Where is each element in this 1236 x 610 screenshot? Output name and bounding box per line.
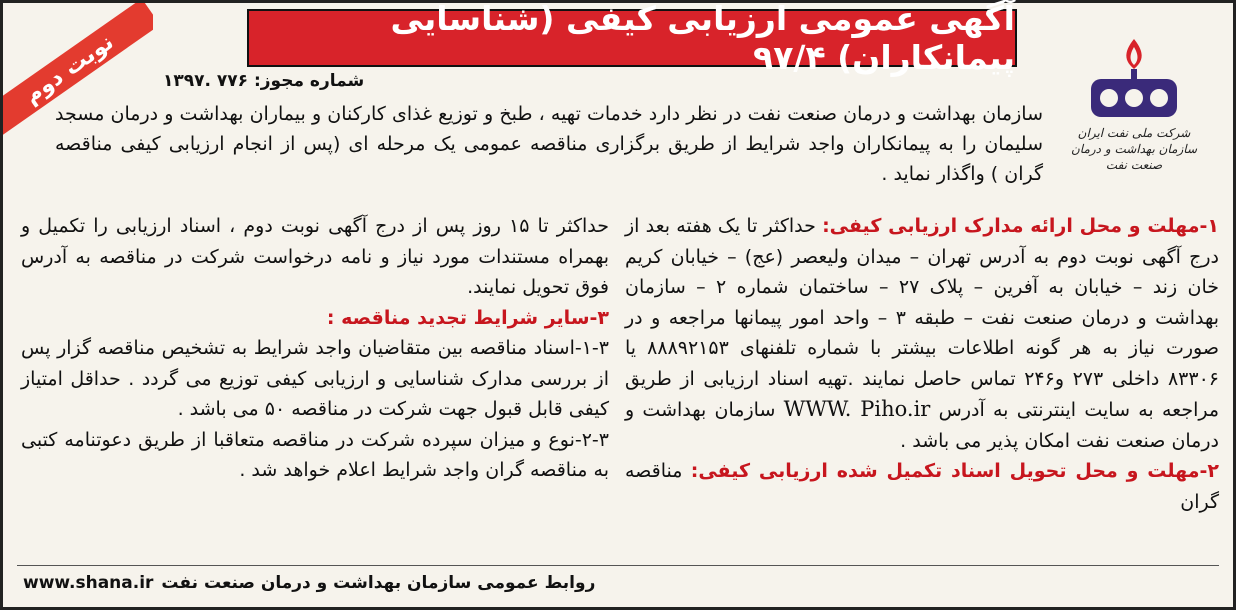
left-column (21, 211, 609, 486)
section-1-body-end: سازمان بهداشت و درمان صنعت نفت امکان پذیر می باشد . (625, 399, 1219, 452)
section-2-start (625, 456, 1219, 517)
website-link[interactable]: WWW. Piho.ir (783, 397, 931, 421)
round-badge: نوبت دوم (3, 3, 153, 139)
section-2-continued: حداکثر تا ۱۵ روز پس از درج آگهی نوبت دوم ، اسناد ارزیابی را تکمیل و بهمراه مستندات مورد نیاز و نامه درخواست شرکت در مناقصه به آدرس فوق تحویل نمایند. (21, 215, 609, 298)
logo-line-2: سازمان بهداشت و درمان (1070, 142, 1198, 156)
logo-line-3: صنعت نفت (1105, 158, 1163, 172)
section-2-heading: ۲-مهلت و محل تحویل اسناد تکمیل شده ارزیابی کیفی: (690, 460, 1219, 482)
page-title: آگهی عمومی ارزیابی کیفی (شناسایی پیمانکاران) ۹۷/۴ (247, 9, 1017, 67)
permit-number: شماره مجوز: ۷۷۶ .۱۳۹۷ (163, 71, 365, 91)
right-column (625, 211, 1219, 517)
footer-org: روابط عمومی سازمان بهداشت و درمان صنعت نفت (161, 573, 596, 593)
company-logo (1049, 33, 1219, 193)
logo-line-1: شرکت ملی نفت ایران (1077, 126, 1191, 140)
section-2-body-start: مناقصه گران (625, 460, 1219, 513)
section-3-heading: ۳-سایر شرایط تجدید مناقصه : (326, 306, 609, 329)
flame-logo-icon (1079, 33, 1189, 125)
footer-divider (17, 565, 1219, 566)
intro-paragraph: سازمان بهداشت و درمان صنعت نفت در نظر دارد خدمات تهیه ، طبخ و توزیع غذای کارکنان و بیماران بهداشت و درمان مسجد سلیمان را به پیمانکاران واجد شرایط از طریق برگزاری مناقصه عمومی یک مرحله ای (پس از انجام ارزیابی کیفی مناقصه گران ) واگذار نماید . (55, 103, 1043, 185)
footer (23, 573, 1213, 593)
section-1-heading: ۱-مهلت و محل ارائه مدارک ارزیابی کیفی: (822, 215, 1219, 237)
section-1-body: حداکثر تا یک هفته بعد از درج آگهی نوبت دوم به آدرس تهران – میدان ولیعصر (عج) – خیابان کریم خان زند – خیابان به آفرین – پلاک ۲۷ – ساختمان شماره ۲ – سازمان بهداشت و درمان صنعت نفت – طبقه ۳ – واحد امور پیمانها مراجعه و در صورت نیاز به هر گونه اطلاعات بیشتر با شماره تلفنهای ۸۸۸۹۲۱۵۳ یا ۸۳۳۰۶ داخلی ۲۷۳ و۲۴۶ تماس حاصل نمایند .تهیه اسناد ارزیابی از طریق مراجعه به سایت اینترنتی به آدرس (625, 215, 1220, 421)
section-3-item-1: ۱-۳-اسناد مناقصه بین متقاضیان واجد شرایط به تشخیص مناقصه گزار پس از بررسی مدارک شناسایی و ارزیابی کیفی توزیع می گردد . حداقل امتیاز کیفی قابل قبول جهت شرکت در مناقصه ۵۰ می باشد . (21, 337, 609, 420)
footer-site-link[interactable]: www.shana.ir (23, 573, 154, 593)
section-3-item-2: ۲-۳-نوع و میزان سپرده شرکت در مناقصه متعاقبا از طریق دعوتنامه کتبی به مناقصه گران واجد شرایط اعلام خواهد شد . (21, 428, 609, 481)
section-1 (625, 211, 1219, 456)
